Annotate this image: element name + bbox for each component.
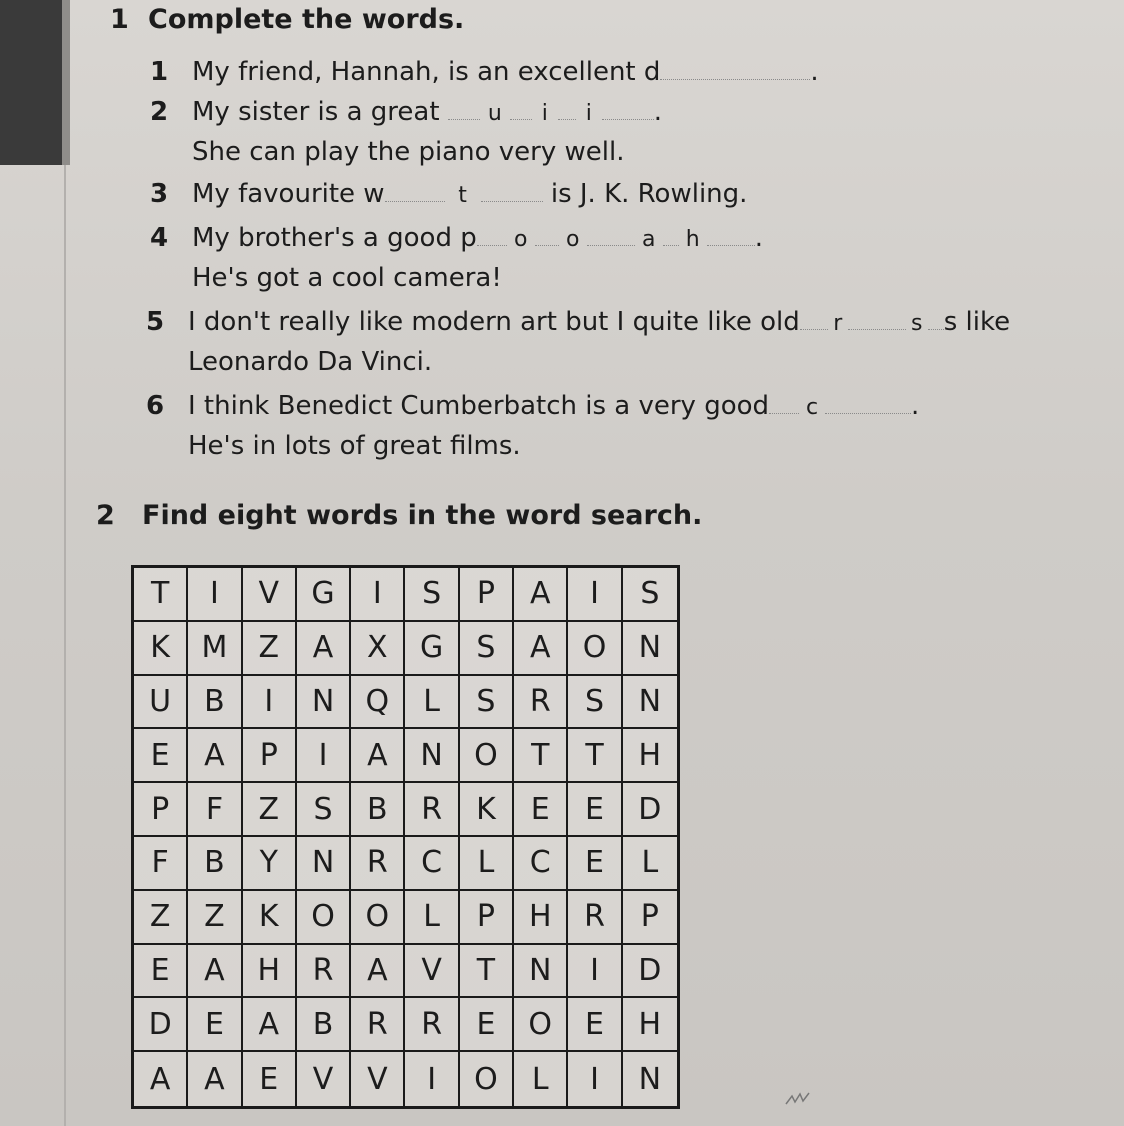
grid-cell[interactable]: N xyxy=(297,676,351,730)
answer-blank[interactable] xyxy=(663,219,679,246)
grid-cell[interactable]: D xyxy=(623,945,677,999)
grid-cell[interactable]: V xyxy=(405,945,459,999)
grid-cell[interactable]: S xyxy=(297,783,351,837)
grid-cell[interactable]: I xyxy=(297,729,351,783)
word-search-grid xyxy=(131,565,680,1109)
item-end: is J. K. Rowling. xyxy=(550,179,748,209)
grid-cell[interactable]: A xyxy=(188,729,242,783)
grid-cell[interactable]: C xyxy=(514,837,568,891)
grid-cell[interactable]: A xyxy=(134,1052,188,1106)
grid-cell[interactable]: S xyxy=(405,568,459,622)
grid-cell[interactable]: N xyxy=(405,729,459,783)
grid-cell[interactable]: U xyxy=(134,676,188,730)
grid-cell[interactable]: T xyxy=(568,729,622,783)
grid-cell[interactable]: R xyxy=(514,676,568,730)
grid-cell[interactable]: Q xyxy=(351,676,405,730)
grid-cell[interactable]: E xyxy=(568,998,622,1052)
item-text: My favourite w xyxy=(192,179,385,209)
grid-cell[interactable]: S xyxy=(623,568,677,622)
grid-cell[interactable]: S xyxy=(568,676,622,730)
grid-cell[interactable]: L xyxy=(405,676,459,730)
item-sentence xyxy=(188,302,1010,344)
grid-cell[interactable]: O xyxy=(568,622,622,676)
item-text: I don't really like modern art but I quite like old xyxy=(188,307,800,337)
grid-cell[interactable]: I xyxy=(405,1052,459,1106)
item-end: s like xyxy=(943,307,1011,337)
answer-blank[interactable] xyxy=(825,387,911,414)
grid-cell[interactable]: T xyxy=(514,729,568,783)
grid-cell[interactable]: B xyxy=(297,998,351,1052)
grid-cell[interactable]: Y xyxy=(243,837,297,891)
answer-blank[interactable] xyxy=(707,219,755,246)
grid-cell[interactable]: K xyxy=(460,783,514,837)
grid-cell[interactable]: H xyxy=(514,891,568,945)
item-number: 3 xyxy=(150,179,169,209)
exercise1-heading xyxy=(110,4,464,35)
item-continuation: Leonardo Da Vinci. xyxy=(188,347,433,377)
grid-cell[interactable]: E xyxy=(514,783,568,837)
grid-cell[interactable]: V xyxy=(297,1052,351,1106)
answer-blank[interactable] xyxy=(660,53,810,80)
grid-cell[interactable]: K xyxy=(134,622,188,676)
grid-cell[interactable]: I xyxy=(568,1052,622,1106)
item-sentence xyxy=(192,174,747,216)
grid-cell[interactable]: E xyxy=(568,837,622,891)
item-continuation: She can play the piano very well. xyxy=(192,137,625,167)
grid-cell[interactable]: D xyxy=(623,783,677,837)
grid-cell[interactable]: I xyxy=(568,568,622,622)
answer-blank[interactable] xyxy=(385,175,445,202)
item-text: I think Benedict Cumberbatch is a very good xyxy=(188,391,770,421)
grid-cell[interactable]: B xyxy=(188,837,242,891)
hint-letter: r xyxy=(833,311,843,336)
hint-letter: o xyxy=(565,227,580,252)
grid-cell[interactable]: L xyxy=(514,1052,568,1106)
item-end: . xyxy=(653,97,663,127)
exercise2-number: 2 xyxy=(96,500,115,531)
grid-cell[interactable]: O xyxy=(514,998,568,1052)
exercise1-title: Complete the words. xyxy=(148,4,465,35)
grid-cell[interactable]: I xyxy=(243,676,297,730)
page-edge-shadow xyxy=(0,0,62,165)
grid-cell[interactable]: F xyxy=(134,837,188,891)
item-continuation: He's in lots of great films. xyxy=(188,431,521,461)
grid-cell[interactable]: H xyxy=(623,729,677,783)
grid-cell[interactable]: E xyxy=(243,1052,297,1106)
exercise1-number: 1 xyxy=(110,4,129,35)
answer-blank[interactable] xyxy=(481,175,543,202)
grid-cell[interactable]: A xyxy=(188,1052,242,1106)
grid-cell[interactable]: R xyxy=(568,891,622,945)
grid-cell[interactable]: T xyxy=(460,945,514,999)
grid-cell[interactable]: A xyxy=(514,568,568,622)
pencil-mark xyxy=(784,1090,812,1108)
exercise2-title: Find eight words in the word search. xyxy=(142,500,703,531)
grid-cell[interactable]: P xyxy=(623,891,677,945)
item-end: . xyxy=(810,57,819,87)
grid-cell[interactable]: A xyxy=(514,622,568,676)
item-text: My sister is a great xyxy=(192,97,440,127)
grid-cell[interactable]: R xyxy=(297,945,351,999)
grid-cell[interactable]: Z xyxy=(243,783,297,837)
grid-cell[interactable]: M xyxy=(188,622,242,676)
item-sentence xyxy=(192,52,819,92)
grid-cell[interactable]: O xyxy=(460,1052,514,1106)
item-number: 5 xyxy=(146,307,165,337)
item-end: . xyxy=(911,391,920,421)
answer-blank[interactable] xyxy=(477,219,507,246)
hint-letter: i xyxy=(585,101,592,126)
grid-cell[interactable]: A xyxy=(297,622,351,676)
grid-cell[interactable]: G xyxy=(297,568,351,622)
grid-cell[interactable]: F xyxy=(188,783,242,837)
grid-cell[interactable]: R xyxy=(351,837,405,891)
item-sentence xyxy=(192,92,662,134)
grid-cell[interactable]: L xyxy=(405,891,459,945)
grid-cell[interactable]: S xyxy=(460,676,514,730)
item-continuation: He's got a cool camera! xyxy=(192,263,502,293)
answer-blank[interactable] xyxy=(769,387,799,414)
grid-cell[interactable]: N xyxy=(623,676,677,730)
grid-cell[interactable]: S xyxy=(460,622,514,676)
grid-cell[interactable]: N xyxy=(623,622,677,676)
grid-cell[interactable]: N xyxy=(514,945,568,999)
grid-cell[interactable]: Z xyxy=(243,622,297,676)
hint-letter: a xyxy=(641,227,656,252)
answer-blank[interactable] xyxy=(928,303,944,330)
grid-cell[interactable]: I xyxy=(568,945,622,999)
grid-cell[interactable]: X xyxy=(351,622,405,676)
grid-cell[interactable]: B xyxy=(351,783,405,837)
item-text: My friend, Hannah, is an excellent d xyxy=(192,57,661,87)
hint-letter: u xyxy=(487,101,502,126)
grid-cell[interactable]: O xyxy=(351,891,405,945)
grid-cell[interactable]: I xyxy=(351,568,405,622)
grid-cell[interactable]: E xyxy=(134,945,188,999)
grid-cell[interactable]: R xyxy=(405,998,459,1052)
item-number: 6 xyxy=(146,391,165,421)
grid-cell[interactable]: H xyxy=(623,998,677,1052)
grid-cell[interactable]: R xyxy=(405,783,459,837)
grid-cell[interactable]: P xyxy=(134,783,188,837)
hint-letter: c xyxy=(805,395,819,420)
grid-cell[interactable]: B xyxy=(188,676,242,730)
grid-cell[interactable]: Z xyxy=(188,891,242,945)
grid-cell[interactable]: L xyxy=(623,837,677,891)
answer-blank[interactable] xyxy=(848,303,906,330)
grid-cell[interactable]: L xyxy=(460,837,514,891)
grid-cell[interactable]: P xyxy=(460,891,514,945)
margin-line xyxy=(64,165,66,1126)
hint-letter: o xyxy=(513,227,528,252)
answer-blank[interactable] xyxy=(602,93,654,120)
answer-blank[interactable] xyxy=(587,219,635,246)
answer-blank[interactable] xyxy=(800,303,828,330)
grid-cell[interactable]: O xyxy=(460,729,514,783)
exercise2-heading xyxy=(96,500,702,531)
answer-blank[interactable] xyxy=(448,93,480,120)
grid-cell[interactable]: P xyxy=(243,729,297,783)
item-number: 1 xyxy=(150,57,169,87)
hint-letter: i xyxy=(541,101,548,126)
hint-letter: t xyxy=(458,183,467,208)
hint-letter: h xyxy=(685,227,700,252)
grid-cell[interactable]: G xyxy=(405,622,459,676)
grid-cell[interactable]: E xyxy=(568,783,622,837)
grid-cell[interactable]: A xyxy=(351,729,405,783)
item-text: My brother's a good p xyxy=(192,223,477,253)
grid-cell[interactable]: N xyxy=(297,837,351,891)
grid-cell[interactable]: E xyxy=(134,729,188,783)
grid-cell[interactable]: N xyxy=(638,1061,662,1097)
grid-cell[interactable]: C xyxy=(405,837,459,891)
grid-cell[interactable]: D xyxy=(134,998,188,1052)
grid-cell[interactable]: A xyxy=(351,945,405,999)
grid-cell[interactable]: V xyxy=(351,1052,405,1106)
item-number: 4 xyxy=(150,223,169,253)
grid-cell[interactable]: T xyxy=(134,568,188,622)
item-sentence xyxy=(188,386,919,428)
answer-blank[interactable] xyxy=(510,93,532,120)
grid-cell[interactable]: R xyxy=(351,998,405,1052)
grid-cell[interactable]: V xyxy=(243,568,297,622)
item-end: . xyxy=(754,223,763,253)
answer-blank[interactable] xyxy=(535,219,559,246)
grid-cell[interactable]: O xyxy=(297,891,351,945)
grid-cell[interactable]: Z xyxy=(134,891,188,945)
grid-cell[interactable]: A xyxy=(188,945,242,999)
grid-cell[interactable]: A xyxy=(243,998,297,1052)
item-number: 2 xyxy=(150,97,169,127)
answer-blank[interactable] xyxy=(558,93,576,120)
grid-cell[interactable]: E xyxy=(460,998,514,1052)
hint-letter: s xyxy=(910,311,923,336)
grid-cell[interactable]: P xyxy=(460,568,514,622)
grid-cell[interactable]: H xyxy=(243,945,297,999)
grid-cell[interactable]: I xyxy=(188,568,242,622)
grid-cell[interactable]: K xyxy=(243,891,297,945)
item-sentence xyxy=(192,218,763,260)
grid-cell[interactable]: E xyxy=(188,998,242,1052)
